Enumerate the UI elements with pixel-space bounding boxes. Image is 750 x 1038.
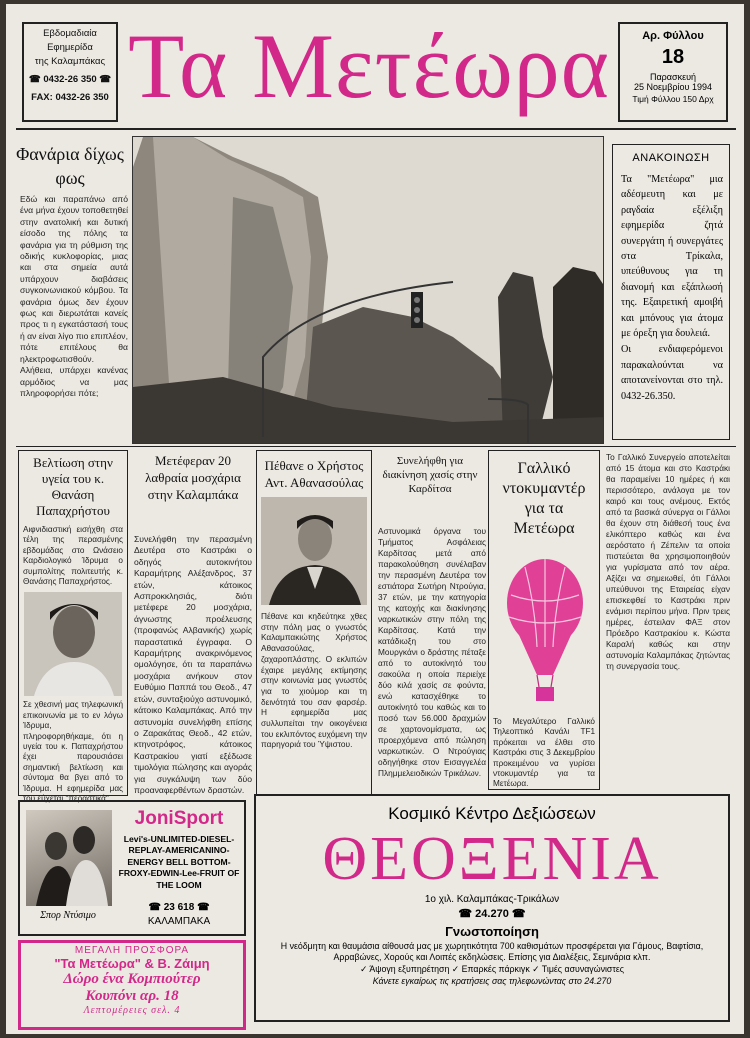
theoxenia-notice-text: Η νεόδμητη και θαυμάσια αίθουσά μας με χωρητικότητα 700 καθισμάτων προσφέρεται για Γάμους, Βαφτίσια, Αρραβώνες, Χορούς και Λοιπές εκδηλώσεις. Επίσης για Διαλέξεις, Σεμινάρια κλπ. bbox=[280, 941, 704, 962]
health-portrait bbox=[24, 592, 122, 696]
theoxenia-bullets: ✓ Άψογη εξυπηρέτηση ✓ Επαρκές πάρκιγκ ✓ Τιμές ασυναγώνιστες bbox=[360, 964, 624, 974]
documentary-article bbox=[488, 450, 600, 790]
issue-box bbox=[618, 22, 728, 122]
calves-text: Συνελήφθη την περασμένη Δευτέρα στο Καστράκι ο οδηγός αυτοκινήτου Καραμήτρης Αλέξανδρος, 37 ετών, κάτοικος Ασπροκκλησιάς, διότι μετέφερε 20 μοσχάρια, άγνωστης προέλευσης (προφανώς Αλβανικής) χωρίς παραστατικά έγγραφα. Ο Καραμήτρης ανακρινόμενος ομολόγησε, ότι τα παραπάνω μοσχάρια ανήκουν στον Ευθύμιο Παππά του Θεοδ., 47 ετών, συνταξιούχο αστυνομικό, κάτοικο Καλαμπάκας. Από την αστυνομία συνελήφθη επίσης ο Ζαρακάτας Θεοδ., 42 ετών, κτηνοτρόφος, κάτοικος Καστρακίου γιατί εξέδωσε τιμολόγια πώλησης και αγοράς για συγκάλυψη των δύο προαναφερθέντων δραστών. bbox=[134, 534, 252, 795]
issue-date: 25 Νοεμβρίου 1994 bbox=[634, 82, 712, 92]
obituary-portrait-illustration bbox=[261, 497, 367, 605]
meteora-photo bbox=[132, 136, 604, 444]
issue-number: 18 bbox=[661, 46, 685, 68]
jonisport-couple-illustration bbox=[26, 810, 112, 906]
health-text-top: Αιφνιδιαστική εισήχθη στα τέλη της περασμένης εβδομάδας στο Ωνάσειο Καρδιολογικό Ίδρυμα ο συμπολίτης πολιτευτής κ. Θανάσης Παπαχρήστος. bbox=[23, 525, 123, 587]
health-title: Βελτίωση στην υγεία του κ. Θανάση Παπαχρήστου bbox=[33, 455, 113, 518]
masthead-line-3: της Καλαμπάκας bbox=[34, 56, 106, 67]
masthead-line-1: Εβδομαδιαία bbox=[43, 28, 97, 39]
arrest-title: Συνελήφθη για διακίνηση χασίς στην Καρδίτσα bbox=[382, 455, 478, 495]
health-article bbox=[18, 450, 128, 804]
documentary-continued: Το Γαλλικό Συνεργείο αποτελείται από 15 άτομα και στο Καστράκι θα παραμείνει 10 ημέρες ή και περισσότερο, ανάλογα με τον καιρό και τους ανέμους. Εκτός από τα βασικά σύνεργα οι Γάλλοι θα έχουν στη διάθεσή τους ένα ελικόπτερο καθώς και ένα αερόστατο ή Ζέπελιν τα οποία πιστεύεται θα χρησιμοποιηθούν για γυρίσματα από τον αέρα. Αξίζει να σημειωθεί, ότι Γάλλοι υπεύθυνοι της Εταιρείας είχαν επισκεφθεί το Καστράκι πριν ενάμισι περίπου μήνα. Πριν τρεις ημέρες, έστειλαν ΦΑΞ στον Πρόεδρο Καστρακίου κ. Κώστα Καραλή καθώς και στην αστυνομία Καλαμπάκας ζητώντας τη συνεργασία τους. bbox=[606, 452, 730, 671]
offer-line-2: "Τα Μετέωρα" & Β. Ζάιμη bbox=[54, 956, 210, 971]
lanterns-text: Εδώ και παραπάνω από ένα μήνα έχουν τοποθετηθεί στην ανατολική και δυτική είσοδο της πόλης τα φανάρια για τη ρύθμιση της οδικής κυκλοφορίας, μιας και στα σημεία αυτά υπάρχουν διαβάσεις συγκοινωνιακού κόμβου. Τα φανάρια όμως δεν έχουν φως και διερωτάται κανείς προς τι η εγκατάστασή τους ή αν είναι λίγο πιο επιπλέον, πότε επιτέλους θα ηλεκτροφωτισθούν. Αλήθεια, υπάρχει κανένας αρμόδιος να μας πληροφορήσει πότε; bbox=[20, 194, 128, 398]
health-text-bottom: Σε χθεσινή μας τηλεφωνική επικοινωνία με το εν λόγω Ίδρυμα, πληροφορηθήκαμε, ότι η υγεία του κ. Παπαχρήστου έχει παρουσιάσει σημαντική βελτίωση και σύντομα θα βγει από το Ίδρυμα. Η εφημερίδα μας του εύχεται "περαστικά". bbox=[23, 700, 123, 804]
lanterns-title: Φανάρια δίχως φως bbox=[16, 144, 124, 188]
masthead-fax: FAX: 0432-26 350 bbox=[31, 92, 109, 103]
announcement-contact: Οι ενδιαφερόμενοι παρακαλούνται να αποτανείνονται στο τηλ. 0432-26.350. bbox=[621, 344, 723, 402]
jonisport-caption: Σπορ Ντύσιμο bbox=[40, 910, 96, 921]
obituary-text: Πέθανε και κηδεύτηκε χθες στην πόλη μας ο γνωστός Καλαμπακιώτης Χρήστος Αθανασούλας, ζαχαροπλάστης. Ο εκλιπών έχαιρε μεγάλης εκτίμησης στην κοινωνία μας γνωστός για το χιούμορ και τη δεινότητά του σαν φαρσέρ. Η εφημερίδα μας συλλυπείται την οικογένεια του εκλιπόντος ευχόμενη την παρηγοριά του Ύψιστου. bbox=[261, 611, 367, 750]
theoxenia-footer: Κάνετε εγκαίρως τις κρατήσεις σας τηλεφωνώντας στο 24.270 bbox=[372, 976, 612, 986]
offer-line-5: Λεπτομέρειες σελ. 4 bbox=[83, 1005, 181, 1016]
announcement-title: ΑΝΑΚΟΙΝΩΣΗ bbox=[632, 152, 710, 164]
obituary-title: Πέθανε ο Χρήστος Αντ. Αθανασούλας bbox=[264, 458, 364, 490]
documentary-title: Γαλλικό ντοκυμαντέρ για τα Μετέωρα bbox=[502, 460, 586, 537]
announcement-text: Τα "Μετέωρα" μια αδέσμευτη και με ραγδαία εξέλιξη εφημερίδα ζητά συνεργάτη ή συνεργάτες στα Τρίκαλα, υπεύθυνους για τη διανομή και εξάπλωσή της. Εξαιρετική αμοιβή και μπόνους για άτομα με όρεξη για δουλειά. bbox=[621, 174, 723, 340]
portrait-illustration bbox=[24, 592, 122, 696]
masthead-line-2: Εφημερίδα bbox=[47, 42, 93, 53]
arrest-text: Αστυνομικά όργανα του Τμήματος Ασφάλειας Καρδίτσας μετά από παρακολούθηση συνέλαβαν την περασμένη Δευτέρα τον εστιάτορα Σωτήρη Ντρούγια, 37 ετών, με την κατηγορία της κατοχής και διακίνησης ναρκωτικών στην πόλη της Καρδίτσας. Κατά την κατάδιωξη του στο Μουργκάνι ο δράστης πέταξε από το αυτοκίνητό του σακούλα η οποία περιείχε δύο κιλά χασίς σε φούντα, ενώ κατασχέθηκε το αυτοκίνητό του καθώς και το ποσό των 56.000 δραχμών σε χαρτονομίσματα, ως προερχόμενα από πώληση ναρκωτικών. Ο Ντρούγιας οδηγήθηκε στον Εισαγγελέα Πλημμελειοδικών Τρικάλων. bbox=[378, 526, 486, 778]
theoxenia-phone: ☎ 24.270 ☎ bbox=[458, 908, 526, 920]
balloon-icon bbox=[489, 545, 601, 713]
jonisport-town: ΚΑΛΑΜΠΑΚΑ bbox=[147, 916, 211, 927]
masthead-phone: ☎ 0432-26 350 ☎ bbox=[28, 74, 112, 85]
obituary-article bbox=[256, 450, 372, 796]
theoxenia-ad bbox=[254, 794, 730, 1022]
obituary-portrait bbox=[261, 497, 367, 605]
offer-line-4: Κουπόνι αρ. 18 bbox=[85, 988, 179, 1004]
issue-day: Παρασκευή bbox=[649, 72, 697, 82]
offer-line-1: ΜΕΓΑΛΗ ΠΡΟΣΦΟΡΑ bbox=[74, 945, 190, 956]
jonisport-phone: ☎ 23 618 ☎ bbox=[148, 902, 210, 913]
jonisport-ad bbox=[18, 800, 246, 936]
jonisport-photo bbox=[26, 810, 112, 906]
newspaper-title: Τα Μετέωρα bbox=[128, 15, 610, 117]
documentary-caption: Το Μεγαλύτερο Γαλλικό Τηλεοπτικό Κανάλι TF1 πρόκειται να έλθει στο Καστράκι στις 3 Δεκεμβρίου προκειμένου να γυρίσει ντοκυμαντέρ για τα Μετέωρα. bbox=[493, 717, 595, 789]
theoxenia-heading: Κοσμικό Κέντρο Δεξιώσεων bbox=[388, 804, 596, 823]
newspaper-page bbox=[6, 4, 744, 1034]
offer-ad bbox=[18, 940, 246, 1030]
section-rule bbox=[16, 446, 736, 447]
theoxenia-location: 1ο χιλ. Καλαμπάκας-Τρικάλων bbox=[424, 894, 560, 905]
calves-title: Μετέφεραν 20 λαθραία μοσχάρια στην Καλαμπάκα bbox=[145, 453, 241, 502]
meteora-photo-illustration bbox=[133, 137, 604, 444]
announcement-box bbox=[612, 144, 730, 440]
issue-label: Αρ. Φύλλου bbox=[642, 30, 704, 42]
jonisport-brands: Levi's-UNLIMITED-DIESEL-REPLAY-AMERICANINO-ENERGY BELL BOTTOM-FROXY-EDWIN-Lee-FRUIT OF THE LOOM bbox=[118, 834, 240, 890]
issue-price: Τιμή Φύλλου 150 Δρχ bbox=[632, 94, 714, 104]
masthead-rule bbox=[16, 128, 736, 130]
masthead-info-box bbox=[22, 22, 118, 122]
offer-line-3: Δώρο ένα Κομπιούτερ bbox=[63, 971, 201, 987]
jonisport-brand: JoniSport bbox=[134, 808, 224, 829]
theoxenia-notice-title: Γνωστοποίηση bbox=[445, 924, 539, 939]
theoxenia-name: ΘΕΟΞΕΝΙΑ bbox=[322, 825, 662, 893]
